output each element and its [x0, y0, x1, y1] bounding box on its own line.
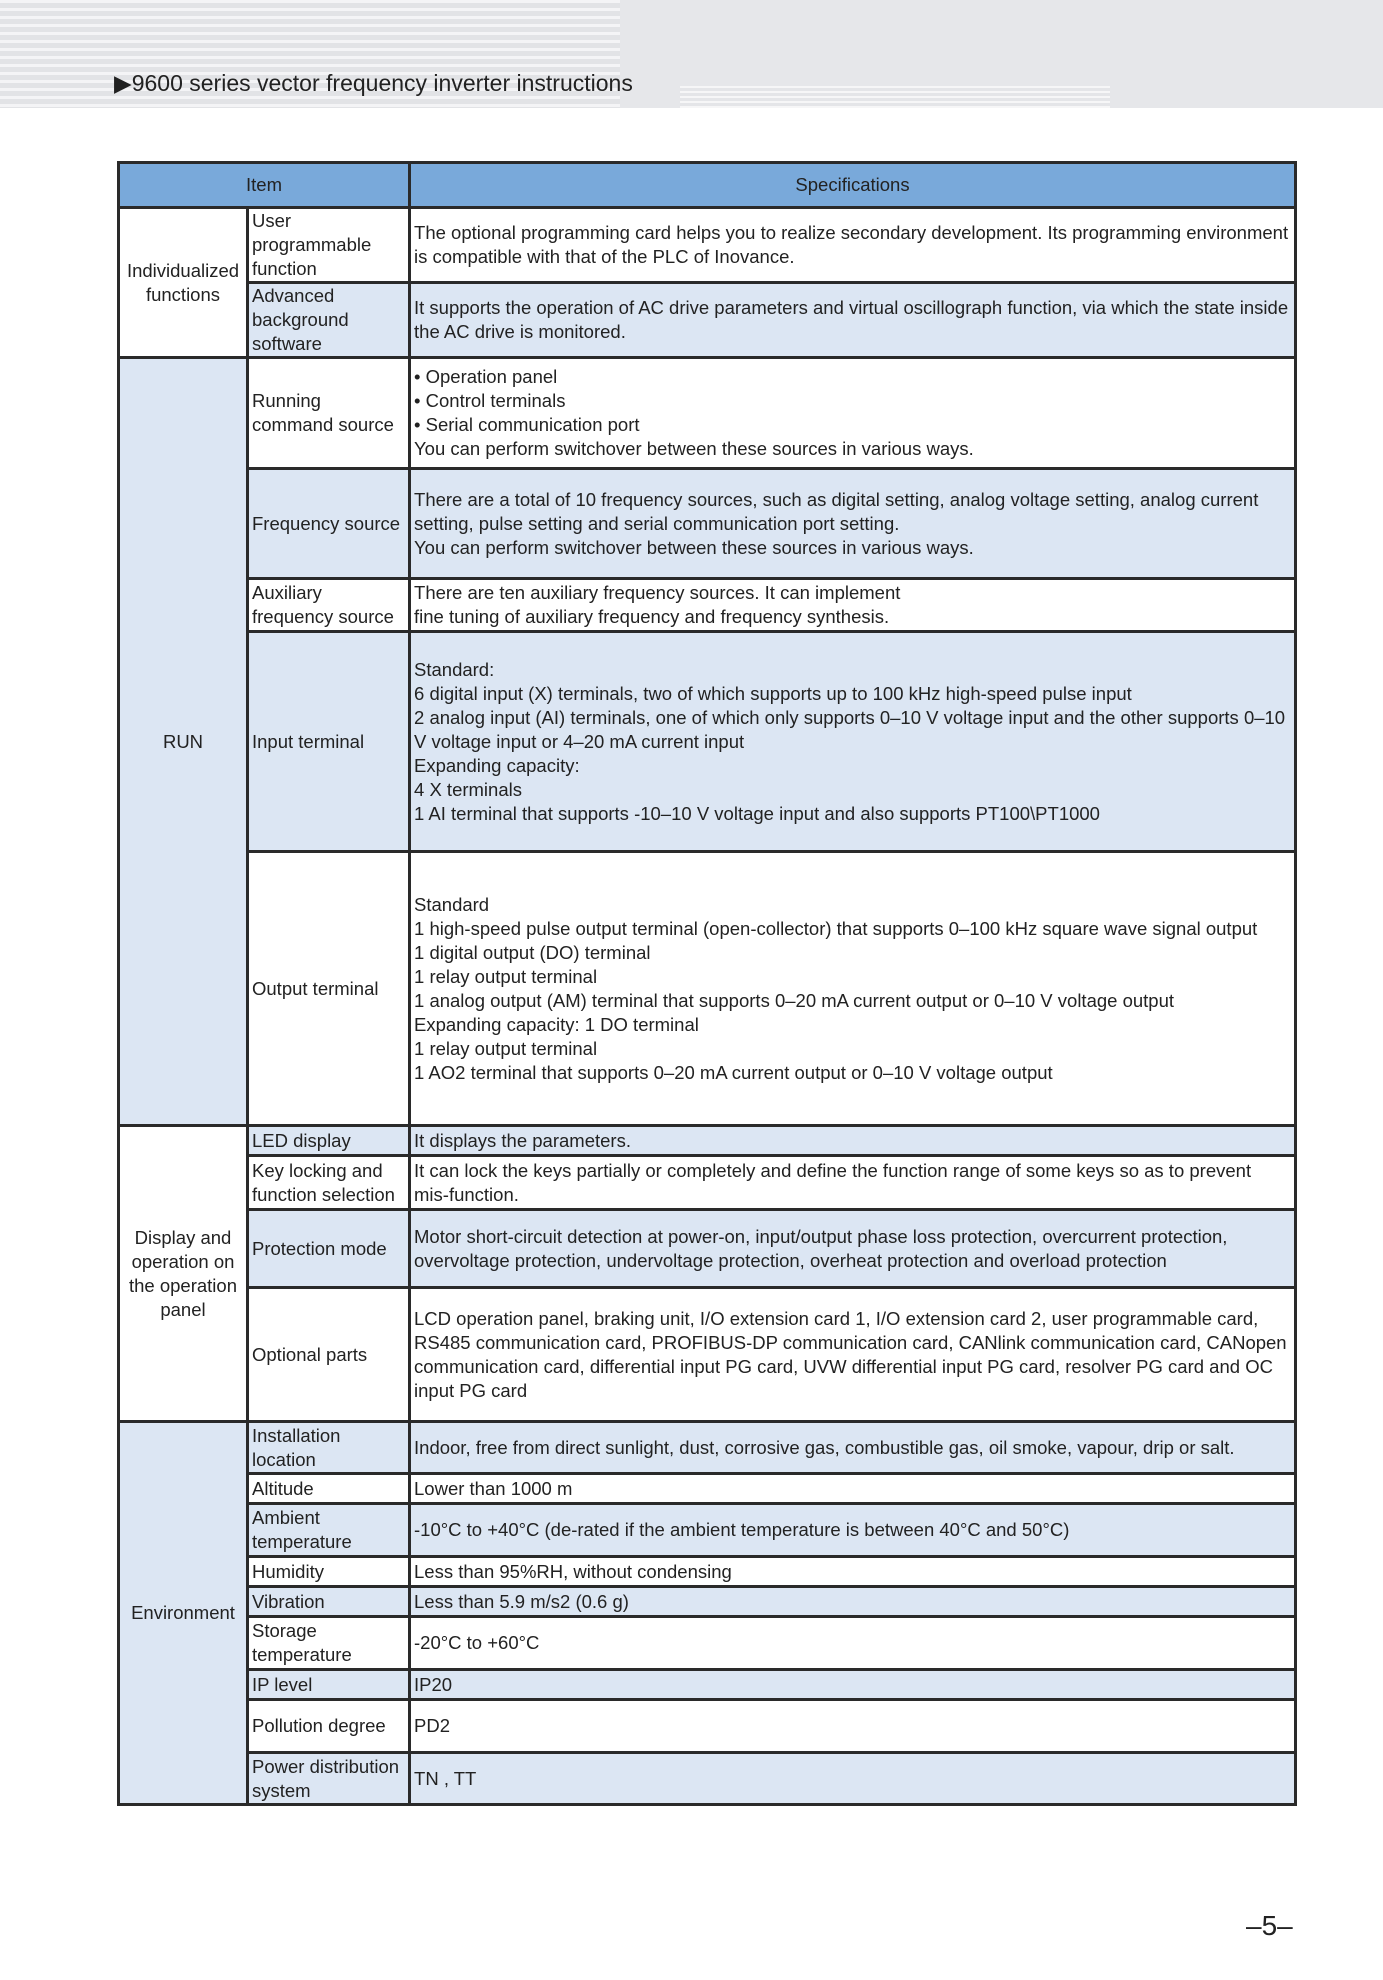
spec-line: 1 AO2 terminal that supports 0–20 mA current output or 0–10 V voltage output [414, 1061, 1053, 1083]
table-header-row [119, 163, 1296, 208]
spec-line: LCD operation panel, braking unit, I/O extension card 1, I/O extension card 2, user programmable card, RS485 communication card, PROFIBUS-DP communication card, CANlink communication card, CANopen communication card, differential input PG card, UVW differential input PG card, resolver PG card and OC input PG card [414, 1307, 1287, 1401]
table-row [119, 1126, 1296, 1156]
spec-line: 1 AI terminal that supports -10–10 V voltage input and also supports PT100\PT1000 [414, 802, 1100, 824]
table-row [119, 1504, 1296, 1557]
item-cell: Frequency source [248, 469, 410, 579]
spec-cell [410, 1557, 1296, 1587]
spec-line: Less than 95%RH, without condensing [414, 1560, 732, 1582]
spec-cell [410, 1288, 1296, 1422]
table-row [119, 1557, 1296, 1587]
banner-stripes [680, 86, 1110, 108]
spec-cell [410, 852, 1296, 1126]
spec-line: 1 digital output (DO) terminal [414, 941, 651, 963]
spec-line: There are ten auxiliary frequency sources. It can implement [414, 582, 901, 603]
spec-line: -20°C to +60°C [414, 1632, 540, 1653]
spec-line: It can lock the keys partially or completely and define the function range of some keys so as to prevent mis-function. [414, 1159, 1252, 1205]
spec-line: Motor short-circuit detection at power-on, input/output phase loss protection, overcurrent protection, overvoltage protection, undervoltage protection, overheat protection and overload protection [414, 1225, 1228, 1271]
item-cell: IP level [248, 1670, 410, 1700]
table-row [119, 358, 1296, 469]
spec-line: Standard: [414, 658, 495, 680]
item-cell: Input terminal [248, 632, 410, 852]
item-cell: Pollution degree [248, 1700, 410, 1753]
spec-line: PD2 [414, 1715, 451, 1736]
spec-cell [410, 208, 1296, 283]
spec-cell [410, 1587, 1296, 1617]
spec-cell [410, 1126, 1296, 1156]
group-label: RUN [119, 358, 248, 1126]
table-row [119, 208, 1296, 283]
table-row [119, 1156, 1296, 1210]
spec-line: You can perform switchover between these sources in various ways. [414, 536, 974, 558]
item-cell: User programmable function [248, 208, 410, 283]
item-cell: Key locking and function selection [248, 1156, 410, 1210]
item-cell: Output terminal [248, 852, 410, 1126]
spec-line: You can perform switchover between these sources in various ways. [414, 438, 974, 459]
spec-line: 1 relay output terminal [414, 1037, 598, 1059]
spec-line: • Control terminals [414, 390, 566, 411]
item-cell: Running command source [248, 358, 410, 469]
spec-cell [410, 1700, 1296, 1753]
table-row [119, 1753, 1296, 1805]
table-row [119, 1700, 1296, 1753]
spec-cell [410, 469, 1296, 579]
item-cell: Storage temperature [248, 1617, 410, 1670]
table-row [119, 1288, 1296, 1422]
table-row [119, 1617, 1296, 1670]
group-label: Individualized functions [119, 208, 248, 358]
item-cell: Auxiliary frequency source [248, 579, 410, 632]
spec-cell [410, 579, 1296, 632]
spec-line: It supports the operation of AC drive parameters and virtual oscillograph function, via which the state inside the AC drive is monitored. [414, 297, 1289, 342]
spec-line: Expanding capacity: 1 DO terminal [414, 1013, 699, 1035]
column-header-specifications: Specifications [410, 163, 1296, 208]
spec-line: 4 X terminals [414, 778, 522, 800]
spec-cell [410, 1504, 1296, 1557]
table-row [119, 1587, 1296, 1617]
spec-line: TN , TT [414, 1767, 477, 1789]
spec-line: • Serial communication port [414, 414, 640, 435]
spec-cell [410, 283, 1296, 358]
item-cell: Power distribution system [248, 1753, 410, 1805]
table-row [119, 1422, 1296, 1474]
item-cell: Altitude [248, 1474, 410, 1504]
table-row [119, 1474, 1296, 1504]
spec-cell [410, 1210, 1296, 1288]
table-row [119, 469, 1296, 579]
spec-cell [410, 1156, 1296, 1210]
specifications-table [117, 161, 1297, 1806]
spec-cell [410, 1617, 1296, 1670]
spec-cell [410, 358, 1296, 469]
item-cell: Advanced background software [248, 283, 410, 358]
item-cell: LED display [248, 1126, 410, 1156]
spec-line: Indoor, free from direct sunlight, dust, corrosive gas, combustible gas, oil smoke, vapour, drip or salt. [414, 1436, 1235, 1458]
spec-line: fine tuning of auxiliary frequency and frequency synthesis. [414, 606, 890, 627]
item-cell: Ambient temperature [248, 1504, 410, 1557]
spec-cell [410, 1670, 1296, 1700]
spec-line: 1 analog output (AM) terminal that supports 0–20 mA current output or 0–10 V voltage output [414, 989, 1175, 1011]
table-row [119, 1210, 1296, 1288]
item-cell: Protection mode [248, 1210, 410, 1288]
document-title [114, 70, 633, 97]
spec-line: • Operation panel [414, 366, 558, 387]
spec-line: -10°C to +40°C (de-rated if the ambient temperature is between 40°C and 50°C) [414, 1519, 1070, 1540]
spec-line: There are a total of 10 frequency sources, such as digital setting, analog voltage setting, analog current setting, pulse setting and serial communication port setting. [414, 488, 1259, 534]
spec-line: Less than 5.9 m/s2 (0.6 g) [414, 1590, 629, 1612]
table-row [119, 1670, 1296, 1700]
spec-cell [410, 632, 1296, 852]
table-row [119, 632, 1296, 852]
spec-line: The optional programming card helps you to realize secondary development. Its programming environment is compatible with that of the PLC of Inovance. [414, 222, 1289, 267]
spec-line: Expanding capacity: [414, 754, 580, 776]
spec-line: 1 high-speed pulse output terminal (open-collector) that supports 0–100 kHz square wave signal output [414, 917, 1258, 939]
page-number: –5– [1246, 1910, 1293, 1941]
spec-line: 6 digital input (X) terminals, two of which supports up to 100 kHz high-speed pulse input [414, 682, 1132, 704]
spec-line: 2 analog input (AI) terminals, one of which only supports 0–10 V voltage input and the other supports 0–10 V voltage input or 4–20 mA current input [414, 706, 1286, 752]
table-row [119, 579, 1296, 632]
triangle-bullet-icon: ▶ [114, 70, 132, 96]
spec-cell [410, 1422, 1296, 1474]
spec-line: 1 relay output terminal [414, 965, 598, 987]
spec-cell [410, 1753, 1296, 1805]
table-row [119, 283, 1296, 358]
table-row [119, 852, 1296, 1126]
column-header-item: Item [119, 163, 410, 208]
spec-line: Standard [414, 893, 490, 915]
group-label: Display and operation on the operation panel [119, 1126, 248, 1422]
document-title-text: 9600 series vector frequency inverter instructions [131, 70, 633, 96]
item-cell: Humidity [248, 1557, 410, 1587]
item-cell: Optional parts [248, 1288, 410, 1422]
spec-line: Lower than 1000 m [414, 1477, 573, 1499]
item-cell: Vibration [248, 1587, 410, 1617]
item-cell: Installation location [248, 1422, 410, 1474]
spec-line: It displays the parameters. [414, 1129, 631, 1151]
spec-cell [410, 1474, 1296, 1504]
group-label: Environment [119, 1422, 248, 1805]
spec-line: IP20 [414, 1673, 453, 1695]
